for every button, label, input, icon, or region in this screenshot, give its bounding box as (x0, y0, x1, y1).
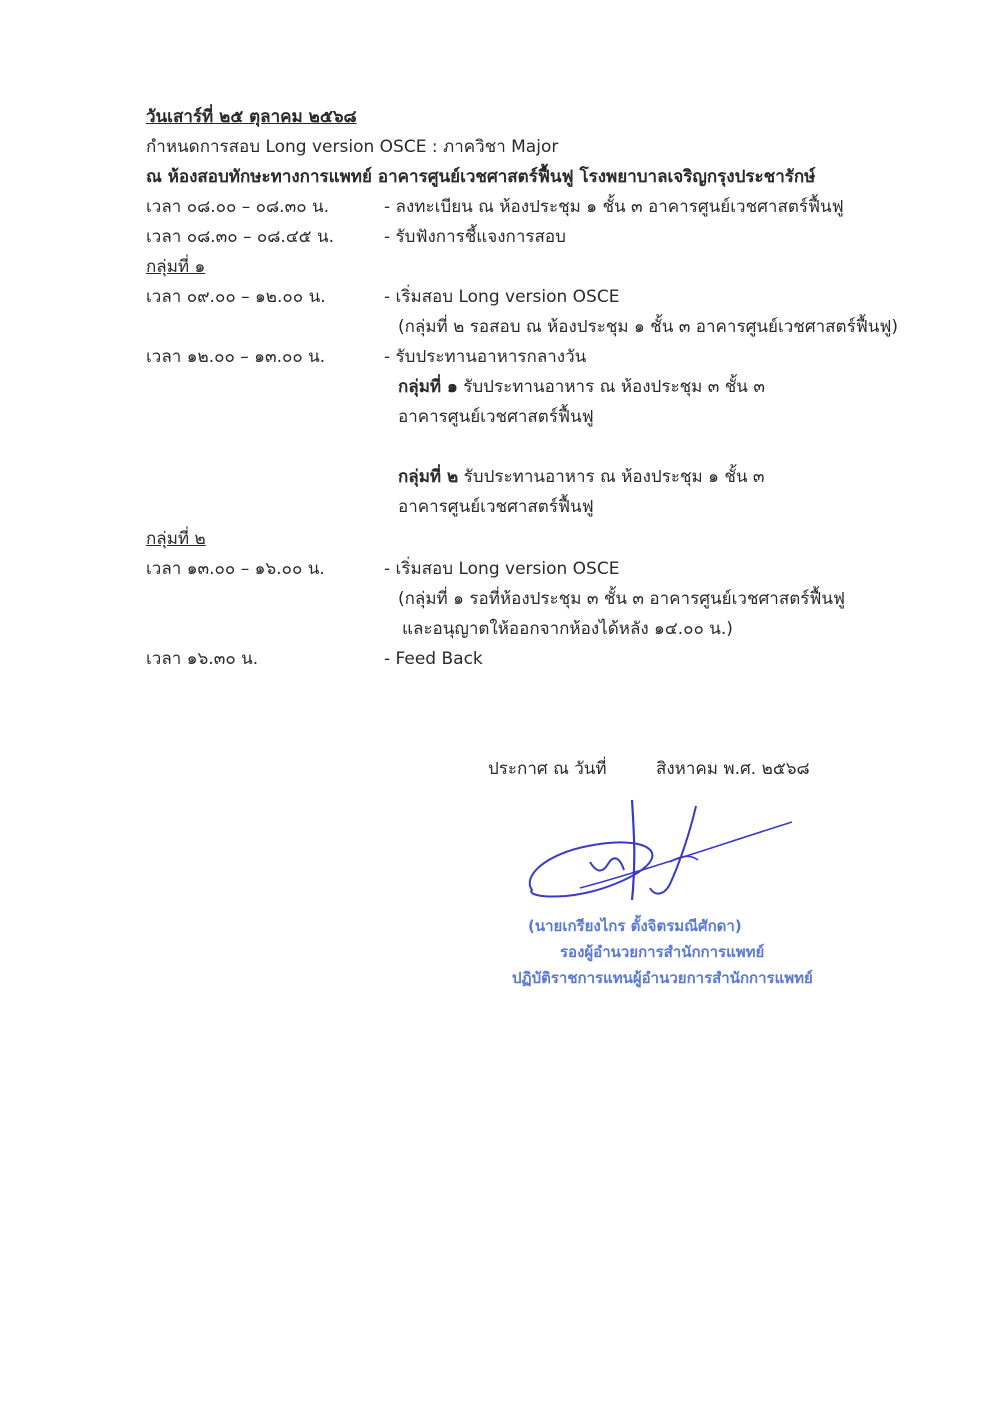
lunch-group-1-text: รับประทานอาหาร ณ ห้องประชุม ๓ ชั้น ๓ (457, 377, 765, 397)
time-slot-6: เวลา ๑๖.๓๐ น. (146, 649, 259, 669)
announcement-prefix: ประกาศ ณ วันที่ (488, 759, 607, 779)
time-slot-3: เวลา ๐๙.๐๐ – ๑๒.๐๐ น. (146, 287, 326, 307)
activity-3: - เริ่มสอบ Long version OSCE (384, 287, 620, 307)
group-1-heading: กลุ่มที่ ๑ (146, 257, 206, 277)
signer-title-1: รองผู้อำนวยการสำนักการแพทย์ (560, 943, 765, 961)
announcement-month-year: สิงหาคม พ.ศ. ๒๕๖๘ (656, 759, 810, 779)
time-slot-5: เวลา ๑๓.๐๐ – ๑๖.๐๐ น. (146, 559, 325, 579)
group-2-heading: กลุ่มที่ ๒ (146, 529, 206, 549)
lunch-group-1 (398, 376, 765, 398)
lunch-group-2-building: อาคารศูนย์เวชศาสตร์ฟื้นฟู (398, 497, 594, 517)
time-slot-4: เวลา ๑๒.๐๐ – ๑๓.๐๐ น. (146, 347, 326, 367)
lunch-group-1-label: กลุ่มที่ ๑ (398, 377, 458, 397)
time-slot-1: เวลา ๐๘.๐๐ – ๐๘.๓๐ น. (146, 197, 329, 217)
activity-4: - รับประทานอาหารกลางวัน (384, 347, 587, 367)
signer-name: (นายเกรียงไกร ตั้งจิตรมณีศักดา) (528, 917, 742, 935)
signer-title-2: ปฏิบัติราชการแทนผู้อำนวยการสำนักการแพทย์ (512, 969, 813, 987)
lunch-group-1-building: อาคารศูนย์เวชศาสตร์ฟื้นฟู (398, 407, 594, 427)
activity-6: - Feed Back (384, 649, 483, 669)
lunch-group-2-text: รับประทานอาหาร ณ ห้องประชุม ๑ ชั้น ๓ (458, 467, 765, 487)
lunch-group-2-label: กลุ่มที่ ๒ (398, 467, 459, 487)
activity-5-note-1: (กลุ่มที่ ๑ รอที่ห้องประชุม ๓ ชั้น ๓ อาคารศูนย์เวชศาสตร์ฟื้นฟู (398, 589, 846, 609)
exam-subject: กำหนดการสอบ Long version OSCE : ภาควิชา Major (146, 137, 559, 157)
exam-date: วันเสาร์ที่ ๒๕ ตุลาคม ๒๕๖๘ (146, 107, 357, 127)
activity-5-note-2: และอนุญาตให้ออกจากห้องได้หลัง ๑๔.๐๐ น.) (402, 619, 733, 639)
activity-5: - เริ่มสอบ Long version OSCE (384, 559, 620, 579)
time-slot-2: เวลา ๐๘.๓๐ – ๐๘.๔๕ น. (146, 227, 334, 247)
signature-image (520, 792, 810, 912)
lunch-group-2 (398, 466, 765, 488)
activity-3-note: (กลุ่มที่ ๒ รอสอบ ณ ห้องประชุม ๑ ชั้น ๓ อาคารศูนย์เวชศาสตร์ฟื้นฟู) (398, 317, 899, 337)
activity-2: - รับฟังการชี้แจงการสอบ (384, 227, 566, 247)
activity-1: - ลงทะเบียน ณ ห้องประชุม ๑ ชั้น ๓ อาคารศูนย์เวชศาสตร์ฟื้นฟู (384, 197, 844, 217)
exam-venue: ณ ห้องสอบทักษะทางการแพทย์ อาคารศูนย์เวชศาสตร์ฟื้นฟู โรงพยาบาลเจริญกรุงประชารักษ์ (146, 167, 816, 187)
